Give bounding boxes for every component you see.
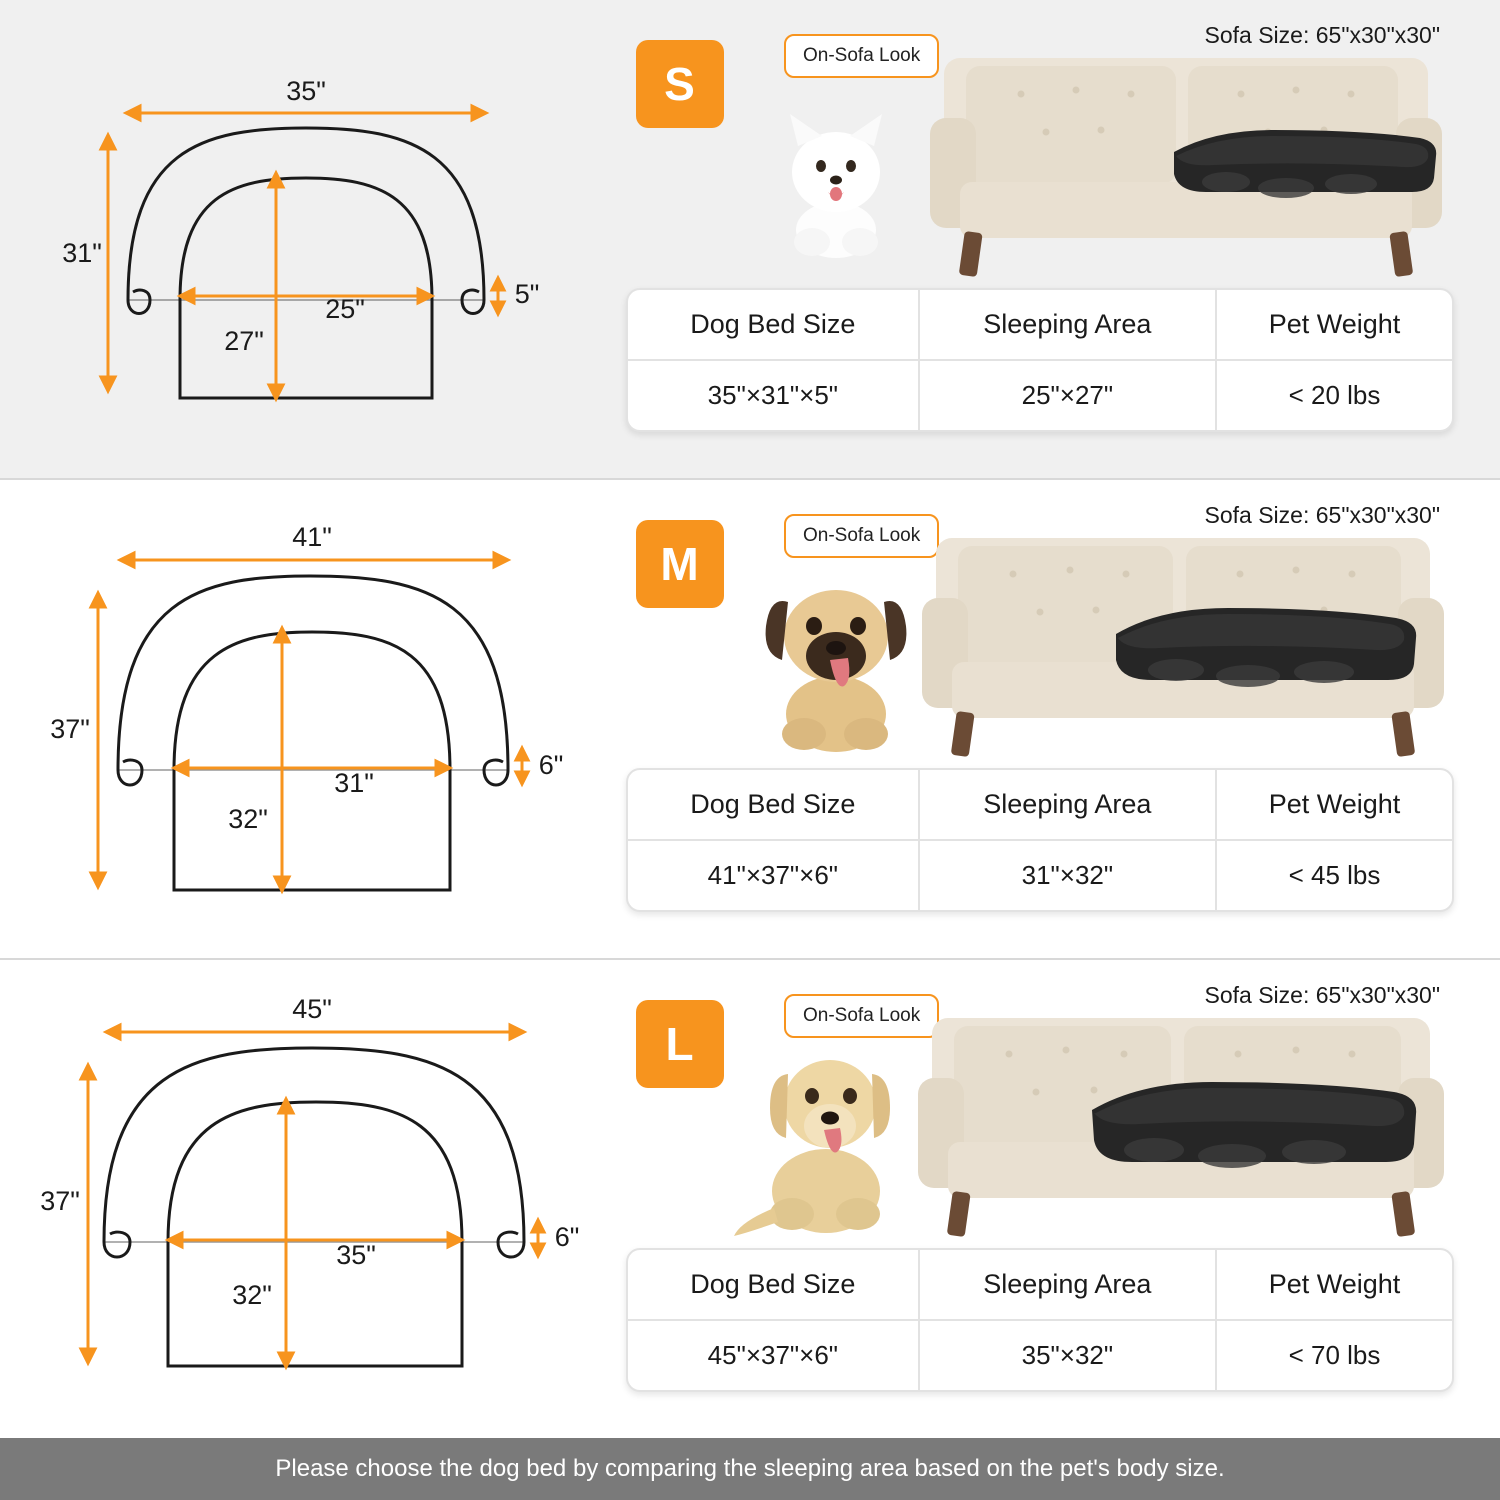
size-row-small xyxy=(0,0,1500,480)
diagram-pane-large xyxy=(0,960,612,1438)
cell-sleeping-area: 35"×32" xyxy=(919,1320,1216,1390)
dim-height-large: 37" xyxy=(40,1186,80,1216)
cell-pet-weight: < 45 lbs xyxy=(1216,840,1452,910)
dim-width-small: 35" xyxy=(286,76,326,106)
dim-inner-height-medium: 32" xyxy=(228,804,268,834)
info-pane-large xyxy=(612,960,1500,1438)
col-header-sleeping-area: Sleeping Area xyxy=(919,770,1216,840)
spec-table-medium xyxy=(626,768,1454,912)
cell-pet-weight: < 20 lbs xyxy=(1216,360,1452,430)
cell-sleeping-area: 25"×27" xyxy=(919,360,1216,430)
sofa-image-large xyxy=(914,992,1448,1247)
dim-width-medium: 41" xyxy=(292,522,332,552)
dog-image-medium xyxy=(744,556,924,761)
table-header-row xyxy=(628,290,1452,360)
dim-width-large: 45" xyxy=(292,994,332,1024)
col-header-bed-size: Dog Bed Size xyxy=(628,1250,919,1320)
sofa-size-label-large: Sofa Size: 65"x30"x30" xyxy=(1204,982,1440,1008)
dim-inner-height-large: 32" xyxy=(232,1280,272,1310)
table-row xyxy=(628,360,1452,430)
col-header-pet-weight: Pet Weight xyxy=(1268,1269,1401,1299)
dim-inner-width-large: 35" xyxy=(336,1240,376,1270)
cell-sleeping-area: 31"×32" xyxy=(919,840,1216,910)
footer-note: Please choose the dog bed by comparing the sleeping area based on the pet's body size. xyxy=(0,1438,1500,1500)
table-row xyxy=(628,840,1452,910)
dim-bolster-large: 6" xyxy=(554,1222,580,1252)
sofa-size-label-medium: Sofa Size: 65"x30"x30" xyxy=(1204,502,1440,528)
bed-diagram-svg-small xyxy=(0,0,612,470)
hero-medium xyxy=(626,494,1454,762)
dog-image-small xyxy=(766,102,906,267)
size-badge-medium: M xyxy=(636,520,724,608)
dim-height-medium: 37" xyxy=(50,714,90,744)
col-header-pet-weight: Pet Weight xyxy=(1268,309,1401,339)
info-pane-small xyxy=(612,0,1500,478)
table-row xyxy=(628,1320,1452,1390)
spec-table-large xyxy=(626,1248,1454,1392)
size-row-medium xyxy=(0,480,1500,960)
table-header-row xyxy=(628,770,1452,840)
table-header-row xyxy=(628,1250,1452,1320)
cell-pet-weight: < 70 lbs xyxy=(1216,1320,1452,1390)
bed-diagram-medium xyxy=(0,480,612,958)
size-row-large xyxy=(0,960,1500,1438)
col-header-sleeping-area: Sleeping Area xyxy=(919,1250,1216,1320)
cell-bed-size: 35"×31"×5" xyxy=(628,360,919,430)
col-header-sleeping-area: Sleeping Area xyxy=(919,290,1216,360)
dim-bolster-small: 5" xyxy=(514,279,540,309)
dim-bolster-medium: 6" xyxy=(538,750,564,780)
dog-image-large xyxy=(730,1026,920,1246)
dim-inner-width-small: 25" xyxy=(325,294,365,324)
dim-inner-width-medium: 31" xyxy=(334,768,374,798)
hero-large xyxy=(626,974,1454,1242)
on-sofa-pill-small: On-Sofa Look xyxy=(784,34,939,78)
info-pane-medium xyxy=(612,480,1500,958)
col-header-bed-size: Dog Bed Size xyxy=(628,770,919,840)
diagram-pane-medium xyxy=(0,480,612,958)
bed-diagram-svg-medium xyxy=(0,480,612,958)
dim-inner-height-small: 27" xyxy=(224,326,264,356)
sofa-image-medium xyxy=(918,512,1448,767)
diagram-pane-small xyxy=(0,0,612,478)
on-sofa-pill-medium: On-Sofa Look xyxy=(784,514,939,558)
col-header-pet-weight: Pet Weight xyxy=(1268,789,1401,819)
size-badge-small: S xyxy=(636,40,724,128)
sofa-image-small xyxy=(926,32,1446,287)
bed-diagram-large xyxy=(0,960,612,1438)
cell-bed-size: 45"×37"×6" xyxy=(628,1320,919,1390)
spec-table-small xyxy=(626,288,1454,432)
hero-small xyxy=(626,14,1454,282)
bed-diagram-svg-large xyxy=(0,960,612,1430)
size-badge-large: L xyxy=(636,1000,724,1088)
on-sofa-pill-large: On-Sofa Look xyxy=(784,994,939,1038)
dim-height-small: 31" xyxy=(62,238,102,268)
bed-diagram-small xyxy=(0,0,612,478)
sofa-size-label-small: Sofa Size: 65"x30"x30" xyxy=(1204,22,1440,48)
cell-bed-size: 41"×37"×6" xyxy=(628,840,919,910)
col-header-bed-size: Dog Bed Size xyxy=(628,290,919,360)
